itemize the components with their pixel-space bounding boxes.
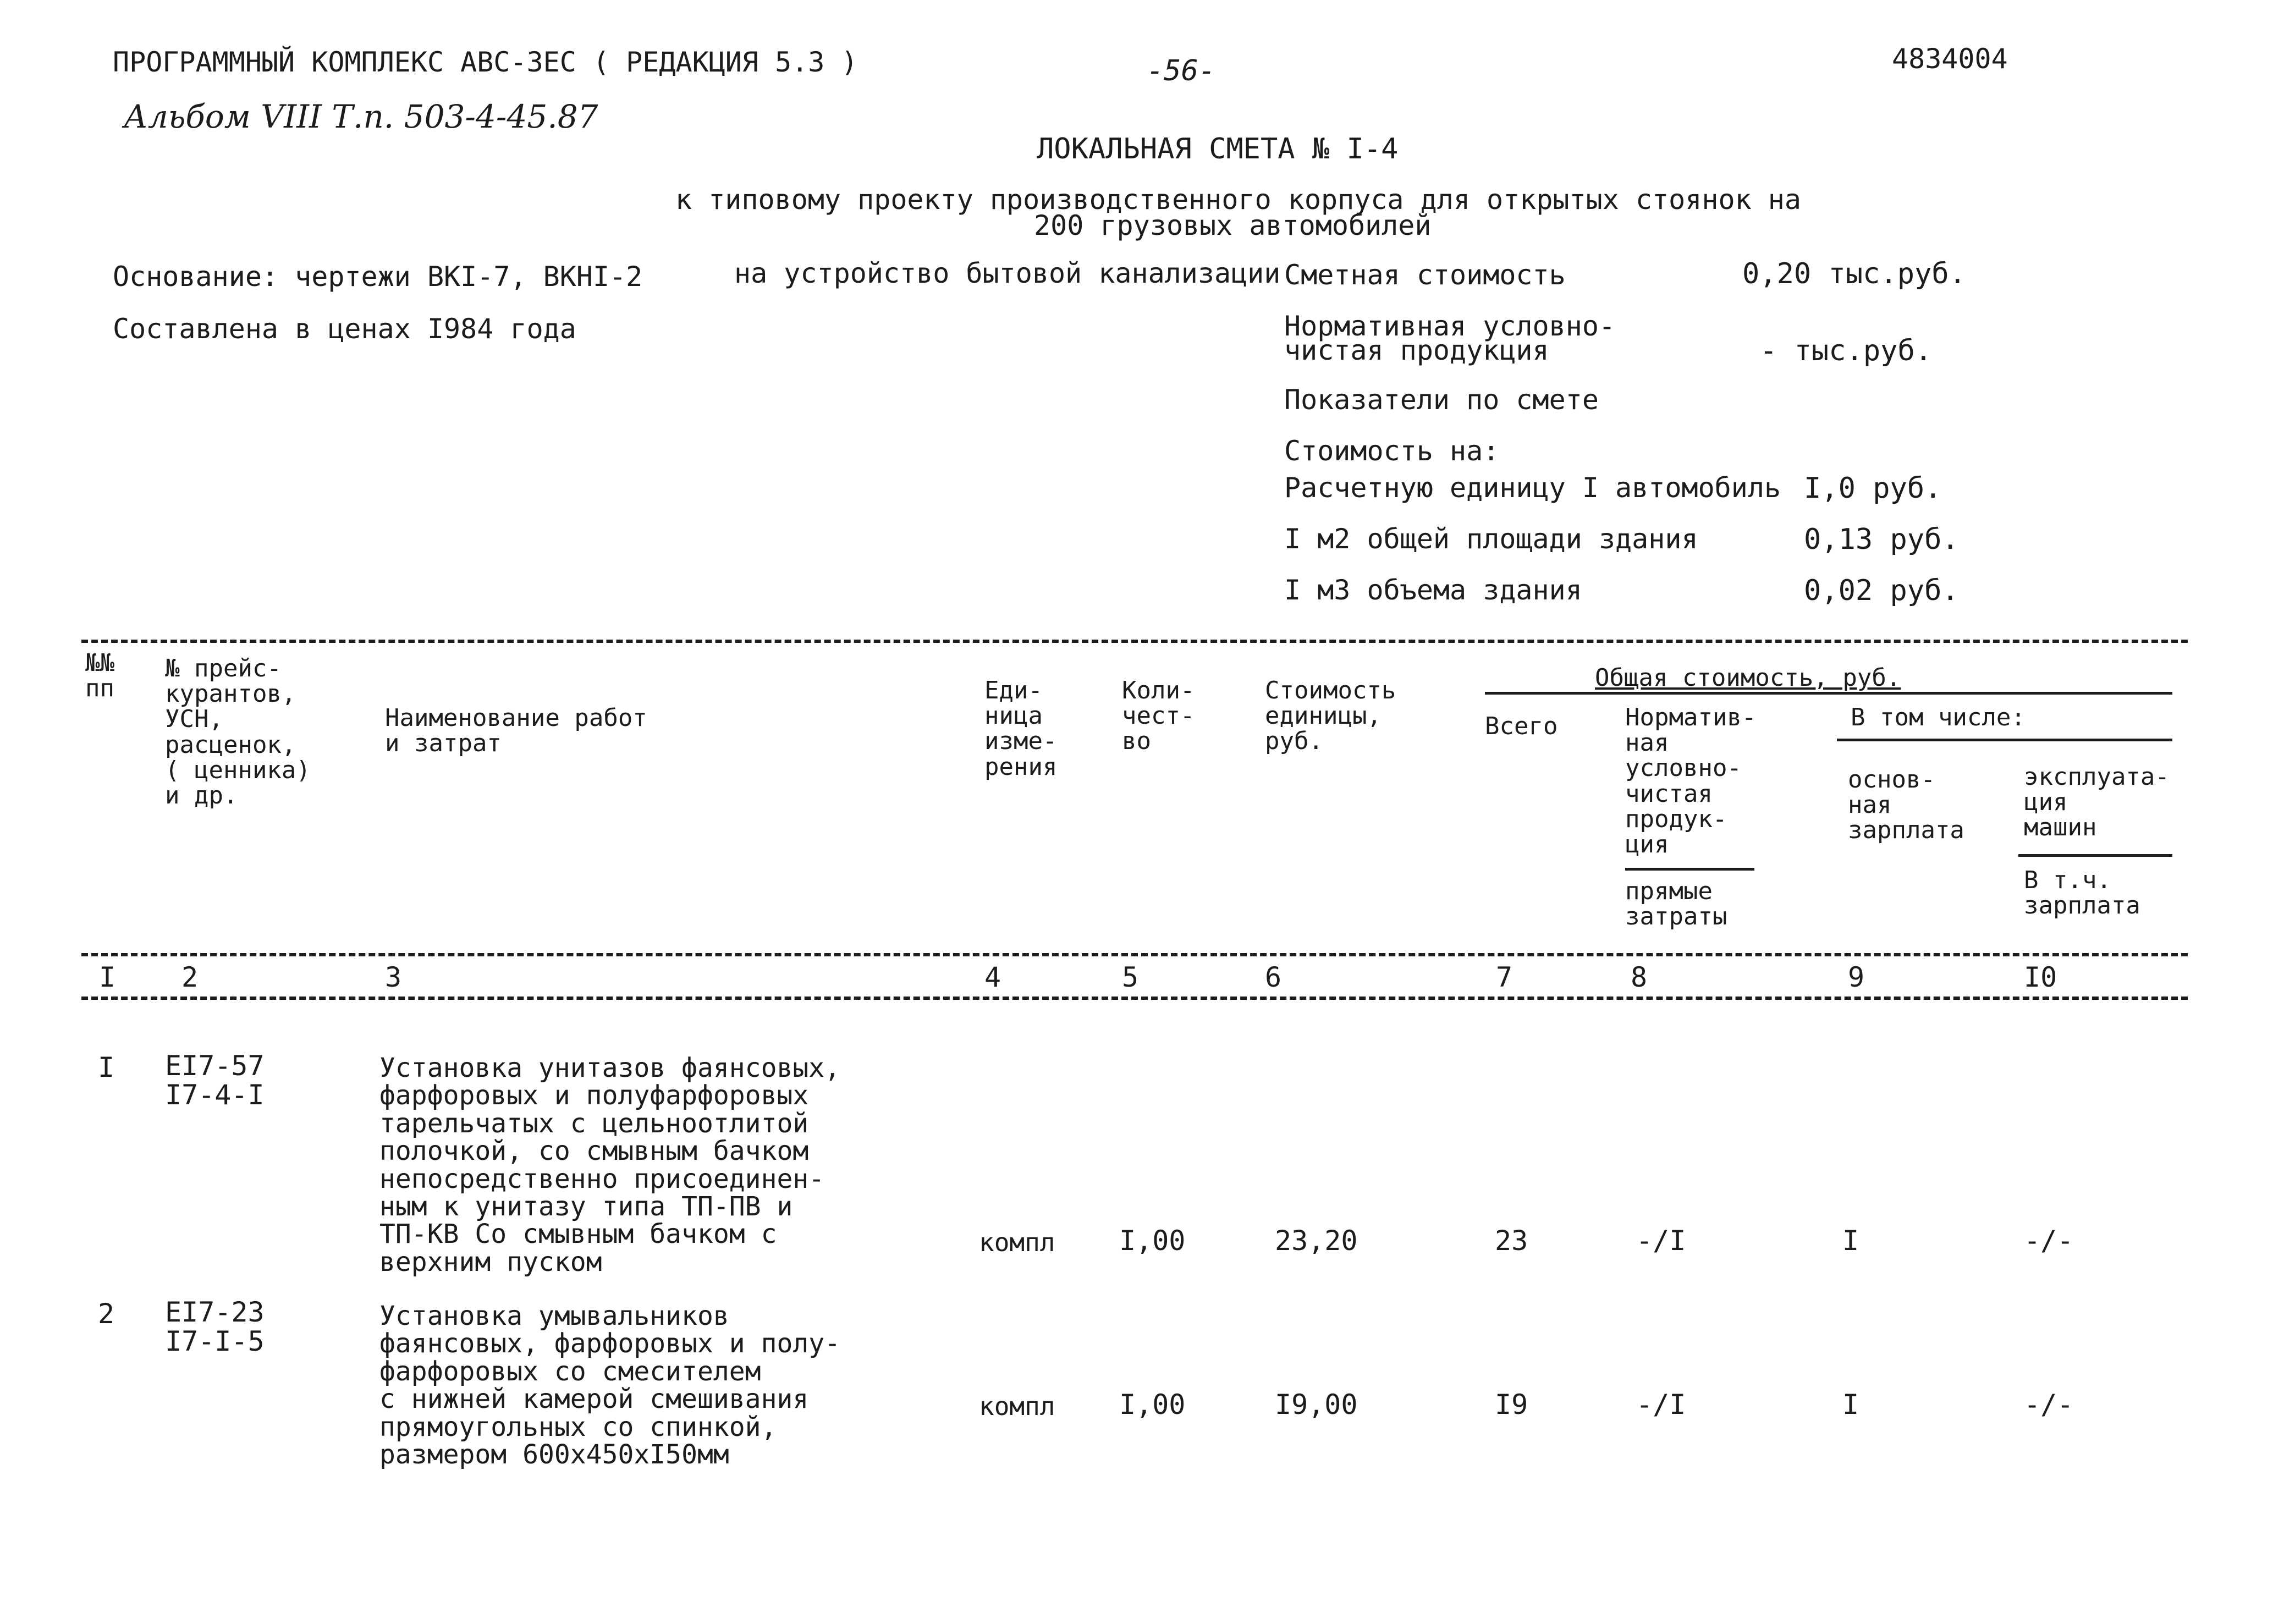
row-2-qty: I,00 xyxy=(1119,1389,1186,1421)
album-note-handwritten: Альбом VIII Т.п. 503-4-45.87 xyxy=(124,98,598,135)
document-title: ЛОКАЛЬНАЯ СМЕТА № I-4 xyxy=(1037,133,1399,166)
header-col-10-bottom: В т.ч. зарплата xyxy=(2024,866,2140,920)
row-1-total: 23 xyxy=(1495,1225,1528,1257)
cost-per-m3-label: I м3 объема здания xyxy=(1284,574,1582,606)
row-1-number: I xyxy=(98,1052,115,1083)
header-col-8-rule xyxy=(1625,868,1754,871)
header-col-5: Коли- чест- во xyxy=(1122,676,1195,756)
row-2-price: I9,00 xyxy=(1275,1389,1358,1421)
col-number-5: 5 xyxy=(1122,961,1139,993)
row-2-code: ЕI7-23 I7-I-5 xyxy=(165,1296,265,1357)
row-2-name: Установка умывальников фаянсовых, фарфоровых и полу- фарфоровых со смесителем с нижней камерой смешивания прямоугольных со спинкой, размером 600х450хI50мм xyxy=(379,1301,841,1470)
row-1-price: 23,20 xyxy=(1275,1225,1358,1257)
table-top-rule xyxy=(81,640,2188,643)
header-col-7: Всего xyxy=(1485,712,1558,740)
row-2-total: I9 xyxy=(1495,1389,1528,1421)
cost-per-label: Стоимость на: xyxy=(1284,435,1500,467)
row-1-code: ЕI7-57 I7-4-I xyxy=(165,1050,265,1111)
row-2-number: 2 xyxy=(98,1298,115,1330)
col-number-3: 3 xyxy=(385,961,402,993)
header-col-2: № прейс- курантов, УСН, расценок, ( ценника) и др. xyxy=(165,654,311,810)
row-1-qty: I,00 xyxy=(1119,1225,1186,1257)
basis-purpose: на устройство бытовой канализации xyxy=(734,257,1281,289)
header-col-8-bottom: прямые затраты xyxy=(1625,877,1727,931)
header-col-1: №№ пп xyxy=(85,649,114,703)
cost-per-m2-value: 0,13 руб. xyxy=(1804,523,1959,556)
col-number-2: 2 xyxy=(181,961,199,993)
basis-prices: Составлена в ценах I984 года xyxy=(113,313,576,345)
page-number: -56- xyxy=(1147,54,1216,87)
header-bottom-rule xyxy=(81,953,2188,956)
row-1-machines: -/- xyxy=(2024,1225,2074,1257)
header-col-9: основ- ная зарплата xyxy=(1848,766,1964,845)
col-number-7: 7 xyxy=(1496,961,1513,993)
row-1-name: Установка унитазов фаянсовых, фарфоровых и полуфарфоровых тарельчатых с цельноотлитой полочкой, со смывным бачком непосредственно присоединен- ным к унитазу типа ТП-ПВ и ТП-КВ Со смывным бачком с верхним пуском xyxy=(379,1053,841,1278)
header-col-4: Еди- ница изме- рения xyxy=(984,676,1058,781)
header-col-3: Наименование работ и затрат xyxy=(385,704,647,758)
normative-label-2: чистая продукция xyxy=(1284,334,1549,366)
row-2-machines: -/- xyxy=(2024,1389,2074,1421)
row-2-normative: -/I xyxy=(1636,1389,1686,1421)
estimated-cost-label: Сметная стоимость xyxy=(1284,259,1566,291)
col-number-rule xyxy=(81,997,2188,1000)
cost-per-m2-label: I м2 общей площади здания xyxy=(1284,523,1698,555)
header-group-total-cost: Общая стоимость, руб. xyxy=(1595,664,1901,692)
header-col-8-top: Норматив- ная условно- чистая продук- ция xyxy=(1625,703,1757,858)
subtitle-line-1: к типовому проекту производственного корпуса для открытых стоянок на xyxy=(675,184,1801,216)
header-col-6: Стоимость единицы, руб. xyxy=(1265,676,1396,756)
row-1-normative: -/I xyxy=(1636,1225,1686,1257)
col-number-10: I0 xyxy=(2024,961,2057,993)
cost-per-unit-value: I,0 руб. xyxy=(1804,472,1942,505)
doc-code: 4834004 xyxy=(1892,43,2008,75)
row-1-unit: компл xyxy=(979,1227,1055,1257)
row-2-unit: компл xyxy=(979,1391,1055,1421)
basis-label: Основание: чертежи ВКI-7, ВКНI-2 xyxy=(113,261,643,293)
col-number-1: I xyxy=(99,961,116,993)
row-2-salary: I xyxy=(1842,1389,1859,1421)
header-group-rule xyxy=(1485,692,2172,695)
col-number-8: 8 xyxy=(1631,961,1648,993)
normative-label-1: Нормативная условно- xyxy=(1284,310,1616,342)
row-1-salary: I xyxy=(1842,1225,1859,1257)
col-number-9: 9 xyxy=(1848,961,1865,993)
col-number-6: 6 xyxy=(1265,961,1282,993)
indicators-label: Показатели по смете xyxy=(1284,384,1599,416)
header-including-rule xyxy=(1837,739,2172,741)
subtitle-line-2: 200 грузовых автомобилей xyxy=(1034,210,1432,241)
header-col-10-rule xyxy=(2018,854,2172,857)
estimated-cost-value: 0,20 тыс.руб. xyxy=(1742,257,1966,290)
program-header: ПРОГРАММНЫЙ КОМПЛЕКС АВС-ЗЕС ( РЕДАКЦИЯ 5.3 ) xyxy=(113,46,858,78)
header-col-10-top: эксплуата- ция машин xyxy=(2024,763,2170,842)
cost-per-m3-value: 0,02 руб. xyxy=(1804,574,1959,607)
header-including: В том числе: xyxy=(1851,703,2026,731)
normative-value: - тыс.руб. xyxy=(1760,334,1933,367)
col-number-4: 4 xyxy=(984,961,1001,993)
cost-per-unit-label: Расчетную единицу I автомобиль xyxy=(1284,472,1781,504)
